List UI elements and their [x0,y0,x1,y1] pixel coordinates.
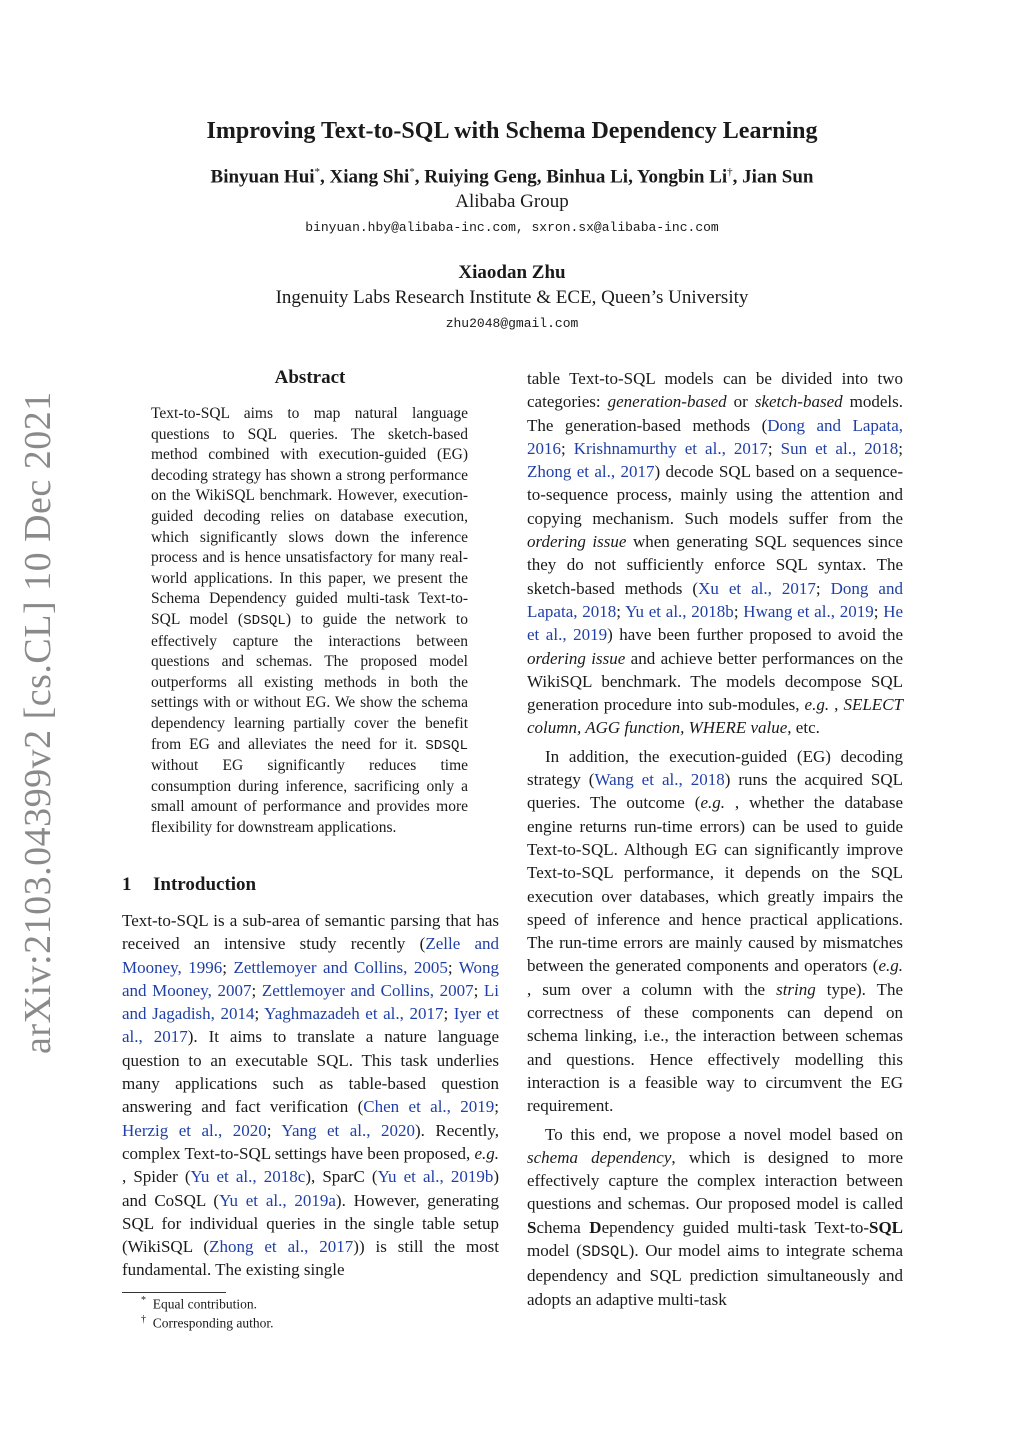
paragraph [122,909,499,1282]
citation-link[interactable]: Krishnamurthy et al., 2017 [573,438,768,458]
footnote [141,1314,274,1332]
citation-link[interactable]: Chen et al., 2019 [363,1097,495,1117]
abstract-text-part: ) to guide the network to effectively capture the interactions between questions and schemas. The proposed model outperforms all existing methods in both the settings with or without EG. We show the schema dependency learning partially cover the benefit from EG and alleviates the need for it. [151,610,468,753]
citation-link[interactable]: Yu et al., 2018b [625,601,734,621]
italic-term: string [776,979,816,999]
right-column-body [527,367,903,1311]
text-run: and achieve better performances on the WikiSQL benchmark. The models decompose SQL generation procedure into sub-modules, [527,648,904,715]
paper-title: Improving Text-to-SQL with Schema Dependency Learning [206,118,818,144]
italic-term: ordering issue [527,648,626,668]
text-run: ; [266,1120,282,1140]
section-heading-introduction [122,874,500,896]
paragraph [527,745,903,1118]
citation-link[interactable]: Li and Jagadish, 2014 [122,980,499,1024]
italic-term: SELECT column, AGG function, WHERE value [527,695,903,738]
text-run: ; [616,601,626,621]
italic-abbrev: e.g. [474,1143,499,1163]
italic-abbrev: e.g. [878,956,903,976]
text-run: )) is still the most fundamental. The existing single [122,1237,500,1280]
text-run: ). It aims to translate a nature language question to an executable SQL. This task underlies many applications such as table-based question answering and fact verification ( [122,1027,499,1117]
citation-link[interactable]: Zhong et al., 2017 [209,1237,354,1257]
text-run: when generating SQL sequences since they do not sufficiently enforce SQL syntax. The sketch-based methods ( [527,532,903,598]
citation-link[interactable]: Yu et al., 2019a [219,1190,336,1210]
abstract-heading: Abstract [274,367,346,388]
abstract-text [151,404,468,838]
bold-letter: S [527,1217,537,1237]
text-run: or [726,392,755,412]
text-run: ; [733,601,744,621]
text-run: ; [251,980,262,1000]
text-run: ). Recently, complex Text-to-SQL settings have been proposed, [122,1120,499,1163]
text-run: Text-to-SQL is a sub-area of semantic parsing that has received an intensive study recently ( [122,911,499,954]
text-run: ; [222,957,234,977]
text-run: ) have been further proposed to avoid the [607,625,903,645]
text-run: ; [443,1004,454,1024]
bold-letter: SQL [868,1217,904,1237]
text-run: chema [536,1217,590,1237]
citation-link[interactable]: Zelle and Mooney, 1996 [122,934,499,977]
italic-term: sketch-based [754,392,843,412]
model-name: SDSQL [581,1242,629,1261]
text-run: , whether the database engine returns run-time errors) can be used to guide Text-to-SQL. Although EG can significantly improve Text-to-SQL performance, it depends on the SQL execution over databases, which greatly impairs the speed of inference and hence practical applications. The run-time errors are mainly caused by mismatches between the generated components and operators ( [527,793,903,976]
text-run: type). The correctness of these components can depend on schema linking, i.e., the interaction between schemas and questions. Hence effectively modelling this interaction is a feasible way to circumvent the EG requirement. [527,979,903,1116]
text-run: ; [561,438,574,458]
equal-contribution-mark: * [409,166,415,178]
citation-link[interactable]: Dong and Lapata, 2018 [527,578,903,621]
author-name: , Jian Sun [732,166,814,188]
citation-link[interactable]: Xu et al., 2017 [698,578,816,598]
affiliation: Alibaba Group [455,191,569,212]
citation-link[interactable]: Herzig et al., 2020 [122,1120,267,1140]
paragraph [527,1123,903,1311]
text-run: , which is designed to more effectively capture the complex interaction between questions and schemas. Our proposed model is called [527,1147,903,1214]
text-run: , etc. [787,718,820,738]
affiliation-2: Ingenuity Labs Research Institute & ECE, Queen’s University [275,287,749,308]
italic-term: generation-based [607,392,727,412]
italic-abbrev: e.g. [804,695,830,715]
text-run: ) runs the acquired SQL queries. The outcome ( [527,770,903,813]
text-run: ). However, generating SQL for individual queries in the single table setup (WikiSQL ( [122,1190,499,1257]
citation-link[interactable]: Yaghmazadeh et al., 2017 [264,1004,444,1024]
footnote [141,1295,257,1313]
text-run: model ( [527,1240,582,1260]
left-column-body [122,909,499,1282]
text-run: ) decode SQL based on a sequence-to-sequence process, mainly using the attention and copying mechanism. Such models suffer from the [527,462,903,528]
author-email-2: zhu2048@gmail.com [445,316,579,331]
citation-link[interactable]: He et al., 2019 [527,601,904,645]
text-run: , Spider ( [122,1167,191,1187]
citation-link[interactable]: Zettlemoyer and Collins, 2005 [233,957,448,977]
italic-abbrev: e.g. [700,793,725,813]
text-run: table Text-to-SQL models can be divided into two categories: [527,369,903,412]
citation-link[interactable]: Hwang et al., 2019 [743,601,874,621]
text-run: ; [815,578,831,598]
author-name: , Ruiying Geng, Binhua Li, Yongbin Li [414,166,728,188]
model-name: SDSQL [243,612,286,629]
citation-link[interactable]: Wang et al., 2018 [594,770,725,790]
section-number: 1 [122,874,132,895]
author-emails: binyuan.hby@alibaba-inc.com, sxron.sx@alibaba-inc.com [305,220,719,235]
text-run: To this end, we propose a novel model based on [545,1124,903,1144]
footnote-mark: † [141,1314,146,1325]
arxiv-identifier-stamp: arXiv:2103.04399v2 [cs.CL] 10 Dec 2021 [17,391,59,1054]
text-run: models. The generation-based methods ( [527,392,903,435]
author-name: , Xiang Shi [320,166,410,188]
text-run: ), SparC ( [305,1167,378,1187]
paragraph [527,367,903,740]
section-title: Introduction [153,874,257,895]
text-run: ependency guided multi-task Text-to- [601,1217,869,1237]
citation-link[interactable]: Yu et al., 2019b [377,1167,494,1187]
citation-link[interactable]: Yang et al., 2020 [281,1120,416,1140]
abstract-text-part: Text-to-SQL aims to map natural language questions to SQL queries. The sketch-based method combined with execution-guided (EG) decoding strategy has shown a strong performance on the WikiSQL benchmark. However, execution-guided decoding relies on database execution, which significantly slows down the inference process and is hence unsatisfactory for many real-world applications. In this paper, we present the Schema Dependency guided multi-task Text-to-SQL model ( [151,405,468,628]
citation-link[interactable]: Yu et al., 2018c [190,1167,306,1187]
italic-term: ordering issue [527,532,627,552]
citation-link[interactable]: Sun et al., 2018 [780,438,899,458]
text-run: ; [473,980,484,1000]
text-run: ) and CoSQL ( [122,1167,500,1210]
text-run: , sum over a column with the [527,979,777,999]
footnote-text: Corresponding author. [152,1315,274,1331]
author-name-2: Xiaodan Zhu [458,262,566,283]
citation-link[interactable]: Wong and Mooney, 2007 [122,957,499,1000]
text-run: ; [254,1004,265,1024]
text-run: ; [447,957,459,977]
citation-link[interactable]: Zhong et al., 2017 [527,462,655,482]
text-run: ). Our model aims to integrate schema dependency and SQL prediction simultaneously and adopts an adaptive multi-task [527,1240,903,1309]
text-run: , [829,695,844,715]
italic-term: schema dependency [527,1147,672,1167]
text-run: ; [873,601,884,621]
citation-link[interactable]: Zettlemoyer and Collins, 2007 [261,980,474,1000]
text-run: ; [494,1097,499,1117]
text-run: ; [898,438,903,458]
text-run: In addition, the execution-guided (EG) decoding strategy ( [527,746,903,790]
citation-link[interactable]: Dong and Lapata, 2016 [527,415,903,458]
text-run: ; [767,438,781,458]
abstract-text-part: without EG significantly reduces time consumption during inference, sacrificing only a small amount of performance and provides more flexibility for downstream applications. [151,757,468,836]
author-name: Binyuan Hui [210,166,315,188]
citation-link[interactable]: Iyer et al., 2017 [122,1004,499,1047]
corresponding-author-mark: † [727,166,733,178]
bold-letter: D [589,1217,602,1237]
footnote-mark: * [141,1295,146,1306]
footnote-rule [122,1292,226,1293]
model-name: SDSQL [425,737,468,754]
equal-contribution-mark: * [314,166,321,178]
footnote-text: Equal contribution. [152,1296,257,1312]
author-list [0,166,1024,188]
